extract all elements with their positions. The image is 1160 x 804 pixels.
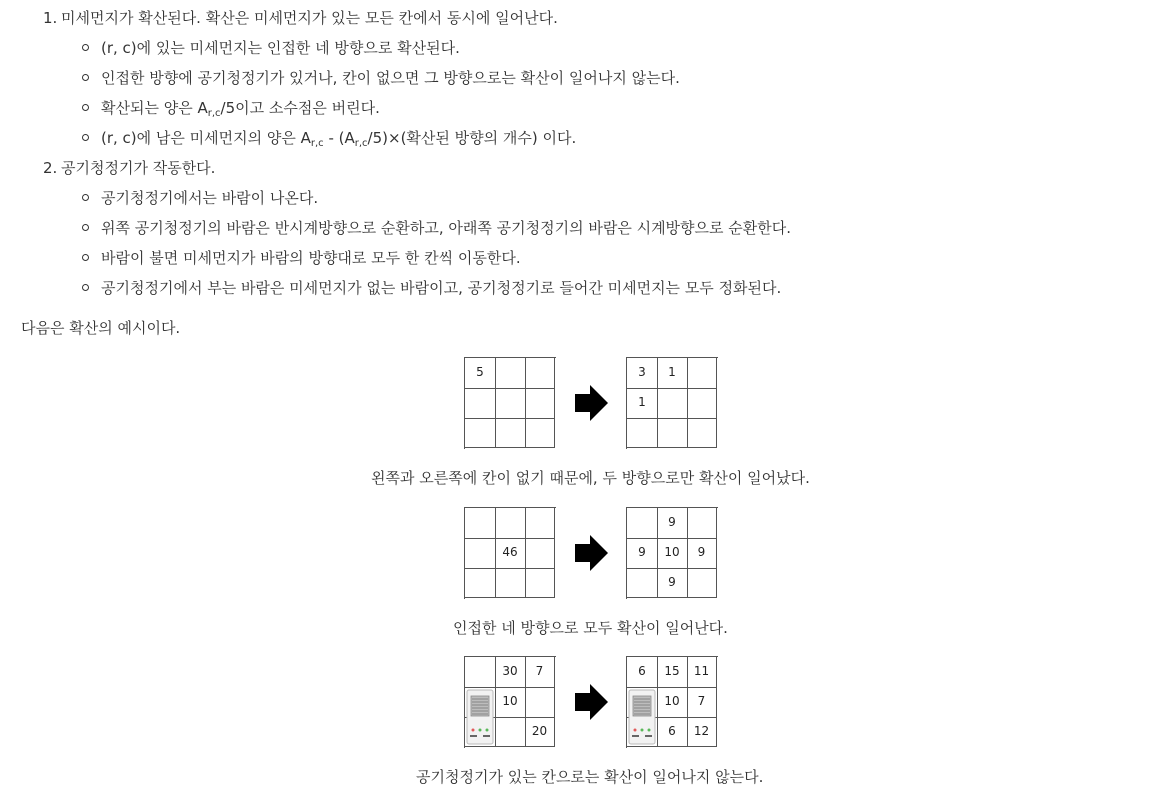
after-grid [626,507,718,599]
before-grid [464,656,556,748]
grid-cell [465,538,496,569]
step-1-bullet-3 [101,98,380,118]
grid-cell: 30 [495,657,526,688]
grid-cell: 46 [495,538,526,569]
grid-cell: 20 [525,717,555,747]
step-1-bullet-4 [101,128,576,148]
grid-cell [627,418,658,448]
grid-cell: 7 [687,687,717,718]
bullet-4-mid: - (A [323,129,355,147]
bullet-4-post: /5)×(확산된 방향의 개수) 이다. [367,129,577,147]
bullet-icon [82,74,89,81]
grid-cell [495,568,526,598]
grid-cell [627,568,658,598]
bullet-4-sub2: r,c [354,138,368,149]
grid-cell [465,657,496,688]
grid-cell: 11 [687,657,717,688]
grid-cell: 1 [627,388,658,419]
grid-cell [687,508,717,539]
grid-cell [465,568,496,598]
bullet-3-sub: r,c [207,108,221,119]
grid-cell: 6 [627,657,658,688]
step-1-bullet-1: (r, c)에 있는 미세먼지는 인접한 네 방향으로 확산된다. [101,39,460,57]
step-2-text: 공기청정기가 작동한다. [61,159,216,177]
grid-cell [495,508,526,539]
grid-cell [687,568,717,598]
arrow-right-icon [574,534,610,572]
example-2-caption: 인접한 네 방향으로 모두 확산이 일어난다. [453,619,728,637]
grid-cell [495,717,526,747]
grid-cell [687,358,717,389]
grid-cell [495,418,526,448]
grid-cell: 10 [495,687,526,718]
grid-cell: 10 [657,538,688,569]
step-2-bullet-3: 바람이 불면 미세먼지가 바람의 방향대로 모두 한 칸씩 이동한다. [101,249,521,267]
step-1-number: 1. [43,9,58,27]
examples-intro: 다음은 확산의 예시이다. [21,319,181,337]
grid-cell: 9 [657,568,688,598]
bullet-icon [82,44,89,51]
grid-cell: 7 [525,657,555,688]
grid-cell [525,418,555,448]
bullet-icon [82,224,89,231]
grid-cell: 6 [657,717,688,747]
grid-cell: 9 [627,538,658,569]
step-1-text: 미세먼지가 확산된다. 확산은 미세먼지가 있는 모든 칸에서 동시에 일어난다. [61,9,558,27]
step-1-bullet-2: 인접한 방향에 공기청정기가 있거나, 칸이 없으면 그 방향으로는 확산이 일어나지 않는다. [101,69,680,87]
bullet-icon [82,134,89,141]
grid-cell [465,388,496,419]
grid-cell: 9 [657,508,688,539]
after-grid [626,656,718,748]
step-2-bullet-4: 공기청정기에서 부는 바람은 미세먼지가 없는 바람이고, 공기청정기로 들어간 미세먼지는 모두 정화된다. [101,279,782,297]
bullet-3-post: /5이고 소수점은 버린다. [220,99,380,117]
grid-cell [525,687,555,718]
grid-cell [525,508,555,539]
bullet-icon [82,254,89,261]
example-1-caption: 왼쪽과 오른쪽에 칸이 없기 때문에, 두 방향으로만 확산이 일어났다. [371,469,810,487]
bullet-icon [82,194,89,201]
before-grid [464,357,556,449]
grid-cell [687,418,717,448]
grid-cell: 15 [657,657,688,688]
bullet-4-pre: (r, c)에 남은 미세먼지의 양은 A [101,129,311,147]
grid-cell [525,358,555,389]
bullet-icon [82,284,89,291]
step-2-number: 2. [43,159,58,177]
air-purifier-icon [466,688,494,746]
after-grid [626,357,718,449]
bullet-3-pre: 확산되는 양은 A [101,99,208,117]
grid-cell [657,418,688,448]
grid-cell [687,388,717,419]
arrow-right-icon [574,683,610,721]
bullet-icon [82,104,89,111]
grid-cell [525,538,555,569]
grid-cell: 3 [627,358,658,389]
before-grid [464,507,556,599]
grid-cell [627,508,658,539]
grid-cell [525,388,555,419]
grid-cell: 12 [687,717,717,747]
grid-cell [525,568,555,598]
air-purifier-icon [628,688,656,746]
grid-cell [465,508,496,539]
arrow-right-icon [574,384,610,422]
grid-cell [495,388,526,419]
grid-cell: 5 [465,358,496,389]
grid-cell: 1 [657,358,688,389]
bullet-4-sub: r,c [310,138,324,149]
grid-cell [465,418,496,448]
step-2-bullet-1: 공기청정기에서는 바람이 나온다. [101,189,319,207]
grid-cell: 9 [687,538,717,569]
grid-cell [657,388,688,419]
grid-cell: 10 [657,687,688,718]
grid-cell [495,358,526,389]
example-3-caption: 공기청정기가 있는 칸으로는 확산이 일어나지 않는다. [416,768,764,786]
step-2-bullet-2: 위쪽 공기청정기의 바람은 반시계방향으로 순환하고, 아래쪽 공기청정기의 바람은 시계방향으로 순환한다. [101,219,792,237]
